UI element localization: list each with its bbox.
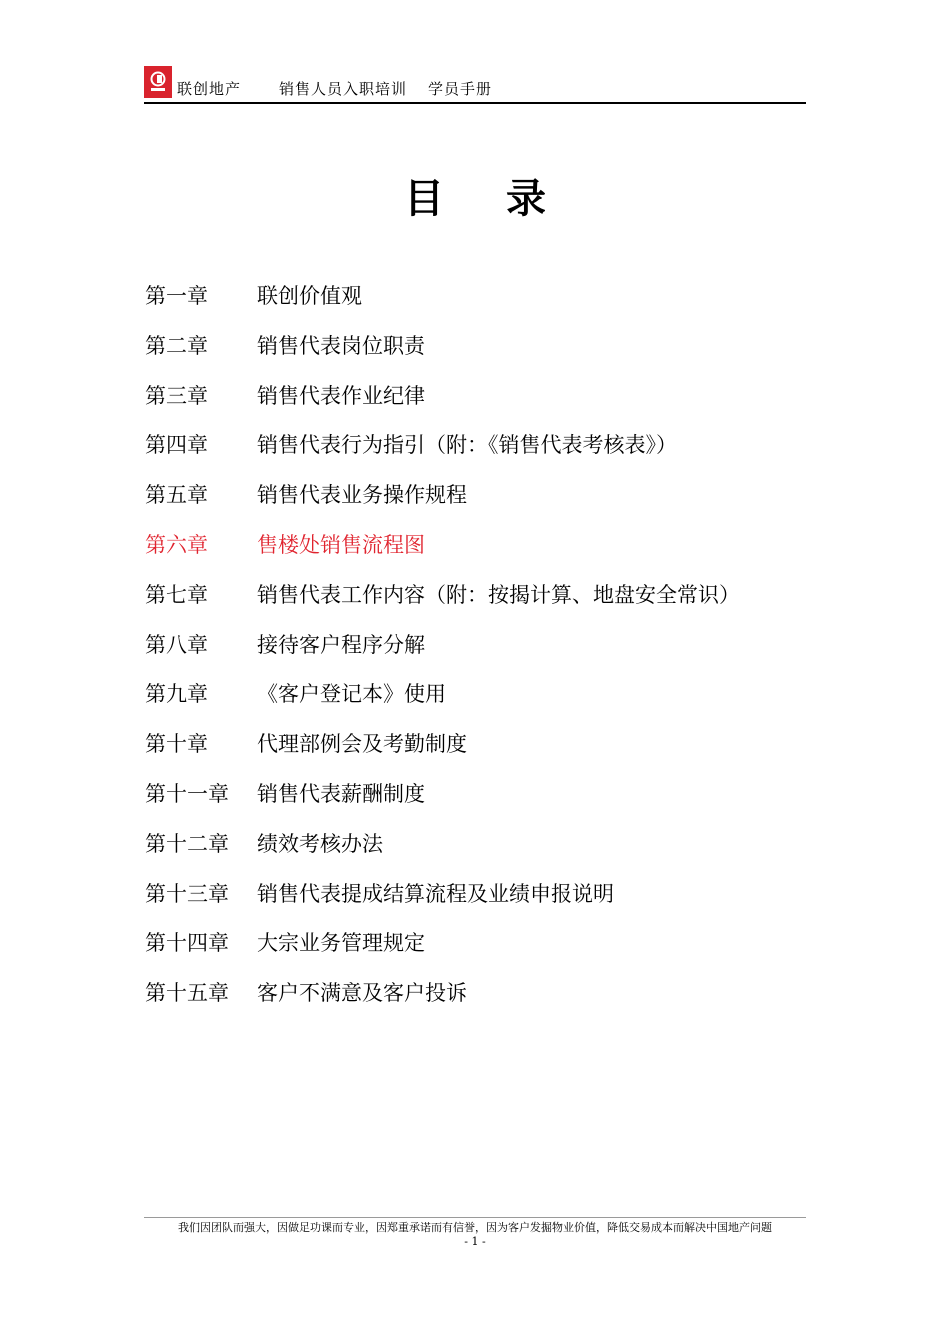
toc-item[interactable] — [145, 581, 740, 631]
chapter-number: 第十四章 — [145, 931, 229, 956]
page-header — [144, 66, 806, 104]
logo-mark-icon — [148, 70, 168, 94]
chapter-number: 第十三章 — [145, 881, 229, 906]
chapter-title: 《客户登记本》使用 — [257, 682, 446, 707]
toc-item[interactable] — [145, 431, 740, 481]
toc-item[interactable] — [145, 880, 740, 930]
toc-item[interactable] — [145, 481, 740, 531]
toc-item[interactable] — [145, 382, 740, 432]
chapter-number: 第八章 — [145, 632, 208, 657]
company-name: 联创地产 — [177, 80, 242, 98]
footer-slogan: 我们因团队而强大，因做足功课而专业，因郑重承诺而有信誉，因为客户发掘物业价值，降低交易成本而解决中国地产问题 — [178, 1221, 772, 1234]
toc-item[interactable] — [145, 780, 740, 830]
document-title: 销售人员入职培训 — [279, 80, 408, 98]
toc-item[interactable] — [145, 979, 740, 1029]
chapter-title: 销售代表提成结算流程及业绩申报说明 — [257, 881, 614, 906]
table-of-contents — [145, 282, 740, 1029]
company-logo — [144, 66, 172, 98]
chapter-title: 销售代表行为指引（附：《销售代表考核表》） — [257, 433, 677, 458]
toc-item[interactable] — [145, 631, 740, 681]
document-subtitle: 学员手册 — [428, 80, 493, 98]
toc-item[interactable] — [145, 830, 740, 880]
chapter-number: 第四章 — [145, 433, 208, 458]
chapter-number: 第十一章 — [145, 781, 229, 806]
chapter-title: 接待客户程序分解 — [257, 632, 425, 657]
toc-item-highlighted[interactable] — [145, 531, 740, 581]
chapter-title: 销售代表工作内容（附：按揭计算、地盘安全常识） — [257, 582, 740, 607]
toc-heading: 目 录 — [404, 175, 546, 222]
chapter-number: 第二章 — [145, 333, 208, 358]
chapter-number: 第十五章 — [145, 981, 229, 1006]
chapter-title: 代理部例会及考勤制度 — [257, 732, 467, 757]
toc-item[interactable] — [145, 680, 740, 730]
chapter-number: 第九章 — [145, 682, 208, 707]
chapter-number: 第六章 — [145, 532, 208, 557]
chapter-title: 绩效考核办法 — [257, 831, 383, 856]
chapter-title: 销售代表薪酬制度 — [257, 781, 425, 806]
toc-item[interactable] — [145, 332, 740, 382]
toc-item[interactable] — [145, 730, 740, 780]
chapter-title: 售楼处销售流程图 — [257, 532, 425, 557]
chapter-number: 第七章 — [145, 582, 208, 607]
chapter-title: 销售代表作业纪律 — [257, 383, 425, 408]
toc-item[interactable] — [145, 929, 740, 979]
page-number: - 1 - — [464, 1235, 486, 1248]
chapter-title: 联创价值观 — [257, 284, 362, 308]
chapter-number: 第五章 — [145, 483, 208, 508]
chapter-number: 第十二章 — [145, 831, 229, 856]
chapter-title: 客户不满意及客户投诉 — [257, 981, 467, 1006]
footer-divider — [144, 1217, 806, 1218]
chapter-title: 销售代表业务操作规程 — [257, 483, 467, 508]
toc-item[interactable] — [145, 282, 740, 332]
chapter-number: 第十章 — [145, 732, 208, 757]
chapter-title: 大宗业务管理规定 — [257, 931, 425, 956]
chapter-number: 第一章 — [145, 284, 208, 308]
chapter-number: 第三章 — [145, 383, 208, 408]
chapter-title: 销售代表岗位职责 — [257, 333, 425, 358]
